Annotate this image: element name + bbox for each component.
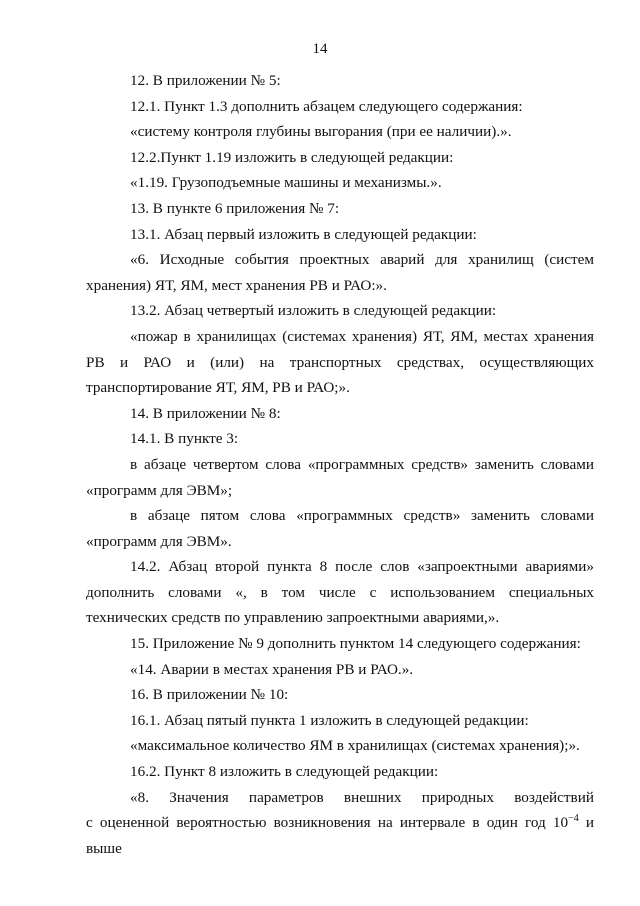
- paragraph-16-1: 16.1. Абзац пятый пункта 1 изложить в следующей редакции:: [130, 711, 529, 729]
- line2-after: и выше: [86, 814, 594, 857]
- paragraph-16-2-text-line1: «8. Значения параметров внешних природных воздействий: [130, 788, 594, 806]
- paragraph-12-2: 12.2.Пункт 1.19 изложить в следующей редакции:: [130, 148, 454, 166]
- paragraph-13: 13. В пункте 6 приложения № 7:: [130, 199, 340, 217]
- paragraph-15: 15. Приложение № 9 дополнить пунктом 14 следующего содержания:: [130, 635, 581, 653]
- paragraph-13-1: 13.1. Абзац первый изложить в следующей редакции:: [130, 225, 477, 243]
- exponent: −4: [568, 813, 579, 825]
- paragraph-13-2-text: «пожар в хранилищах (системах хранения) ЯТ, ЯМ, местах хранения РВ и РАО и (или) на транспортных средствах, осуществляющих транспортирование ЯТ, ЯМ, РВ и РАО;».: [86, 327, 594, 397]
- paragraph-14-1-a: в абзаце четвертом слова «программных средств» заменить словами «программ для ЭВМ»;: [86, 455, 594, 499]
- paragraph-12-2-text: «1.19. Грузоподъемные машины и механизмы.».: [130, 174, 442, 192]
- paragraph-14: 14. В приложении № 8:: [130, 404, 281, 422]
- paragraph-12-1: 12.1. Пункт 1.3 дополнить абзацем следующего содержания:: [130, 97, 523, 115]
- paragraph-14-1-b: в абзаце пятом слова «программных средств» заменить словами «программ для ЭВМ».: [86, 507, 594, 550]
- paragraph-16-2-text-line2: [86, 810, 594, 861]
- paragraph-13-2: 13.2. Абзац четвертый изложить в следующей редакции:: [130, 302, 497, 320]
- paragraph-14-2: 14.2. Абзац второй пункта 8 после слов «запроектными авариями» дополнить словами «, в том числе с использованием специальных технических средств по управлению запроектными авариями,».: [86, 558, 594, 627]
- document-body: [86, 68, 594, 861]
- paragraph-16-2: 16.2. Пункт 8 изложить в следующей редакции:: [130, 763, 439, 781]
- paragraph-14-1: 14.1. В пункте 3:: [130, 430, 239, 448]
- page-number: 14: [312, 41, 328, 57]
- paragraph-16: 16. В приложении № 10:: [130, 686, 289, 704]
- paragraph-12-1-text: «систему контроля глубины выгорания (при ее наличии).».: [130, 123, 512, 141]
- paragraph-16-1-text: «максимальное количество ЯМ в хранилищах (системах хранения);».: [130, 737, 580, 755]
- paragraph-12: 12. В приложении № 5:: [130, 72, 281, 89]
- paragraph-15-text: «14. Аварии в местах хранения РВ и РАО.».: [130, 660, 414, 678]
- line2-before: с оцененной вероятностью возникновения на интервале в один год 10: [86, 814, 569, 832]
- paragraph-13-1-text: «6. Исходные события проектных аварий для хранилищ (систем хранения) ЯТ, ЯМ, мест хранения РВ и РАО:».: [86, 251, 594, 294]
